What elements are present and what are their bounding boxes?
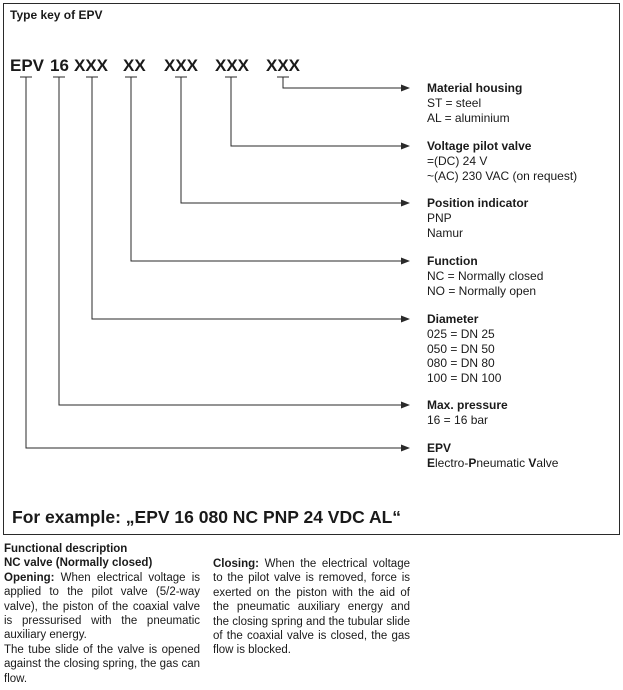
- entry-material-housing: [427, 81, 522, 125]
- tube-slide-paragraph: The tube slide of the valve is opened against the closing spring, the gas can flow.: [4, 643, 200, 685]
- opening-paragraph: [4, 571, 200, 643]
- description-column-left: [4, 542, 200, 686]
- word-part: alve: [536, 455, 559, 470]
- letter-e: E: [427, 455, 436, 470]
- connector-line: [131, 77, 402, 261]
- connector-line: [26, 77, 402, 448]
- entry-function: [427, 254, 543, 298]
- example-code: For example: „EPV 16 080 NC PNP 24 VDC AL“: [12, 507, 402, 527]
- description-heading: Functional description: [4, 543, 128, 555]
- opening-label: Opening:: [4, 571, 55, 584]
- letter-v: V: [528, 455, 537, 470]
- description-column-right: [213, 557, 410, 658]
- entry-line: 080 = DN 80: [427, 356, 495, 371]
- word-part: lectro-: [435, 455, 469, 470]
- box-title: Type key of EPV: [10, 8, 103, 22]
- arrow-head-icon: [401, 85, 410, 92]
- connector-line: [181, 77, 402, 203]
- code-segment-material: XXX: [266, 56, 301, 75]
- entry-line: 050 = DN 50: [427, 341, 495, 356]
- code-segment-function: XX: [123, 56, 146, 75]
- arrow-head-icon: [401, 316, 410, 323]
- entry-line: 100 = DN 100: [427, 371, 502, 386]
- entry-line: PNP: [427, 210, 452, 225]
- type-key-box: [3, 3, 620, 535]
- closing-paragraph: [213, 557, 410, 658]
- arrow-head-icon: [401, 258, 410, 265]
- letter-p: P: [468, 455, 477, 470]
- word-part: neumatic: [476, 455, 529, 470]
- entry-heading: Position indicator: [427, 196, 529, 210]
- entry-line: Namur: [427, 225, 464, 240]
- code-segment-diameter: XXX: [74, 56, 109, 75]
- connector-diameter: [86, 77, 410, 323]
- arrow-head-icon: [401, 445, 410, 452]
- entry-line: 025 = DN 25: [427, 326, 495, 341]
- functional-description: [4, 542, 621, 688]
- entry-line: NC = Normally closed: [427, 268, 544, 283]
- entry-heading: Max. pressure: [427, 398, 508, 412]
- entry-line: ST = steel: [427, 95, 482, 110]
- entry-position-indicator: [427, 196, 528, 240]
- description-subheading: NC valve (Normally closed): [4, 557, 153, 570]
- entry-line: NO = Normally open: [427, 283, 537, 298]
- opening-text: When electrical voltage is applied to the pilot valve (5/2-way valve), the piston of the coaxial valve is pressurised with the pneumatic auxiliary energy.: [4, 571, 200, 642]
- entry-line: =(DC) 24 V: [427, 153, 488, 168]
- entry-heading: Diameter: [427, 312, 479, 326]
- code-segment-position: XXX: [164, 56, 199, 75]
- entry-heading: Voltage pilot valve: [427, 139, 532, 153]
- arrow-head-icon: [401, 143, 410, 150]
- code-segment-epv: EPV: [10, 56, 45, 75]
- connector-function: [125, 77, 410, 265]
- connector-line: [283, 77, 402, 88]
- code-segment-voltage: XXX: [215, 56, 250, 75]
- code-segment-pressure: 16: [50, 56, 69, 75]
- connector-line: [92, 77, 402, 319]
- entry-line: AL = aluminium: [427, 110, 510, 125]
- arrow-head-icon: [401, 402, 410, 409]
- arrow-head-icon: [401, 200, 410, 207]
- entry-line: ~(AC) 230 VAC (on request): [427, 168, 578, 183]
- entry-heading: Material housing: [427, 81, 523, 95]
- connector-position-indicator: [175, 77, 410, 207]
- connector-material-housing: [277, 77, 410, 92]
- entry-heading: Function: [427, 254, 478, 268]
- connector-line: [231, 77, 402, 146]
- closing-label: Closing:: [213, 558, 259, 570]
- entry-line: [427, 456, 558, 471]
- entry-diameter: [427, 312, 501, 386]
- entry-voltage-pilot-valve: [427, 139, 577, 183]
- entry-line: 16 = 16 bar: [427, 412, 489, 427]
- entry-heading: EPV: [427, 441, 452, 455]
- entry-epv: [427, 441, 558, 471]
- type-code: [4, 56, 621, 76]
- entry-max-pressure: [427, 398, 508, 428]
- closing-text: When the electrical voltage to the pilot valve is removed, force is exerted on the piston with the aid of the pneumatic auxiliary energy and the closing spring and the tubular slide of the coaxial valve is closed, the gas flow is blocked.: [213, 558, 410, 657]
- connector-epv: [20, 77, 410, 452]
